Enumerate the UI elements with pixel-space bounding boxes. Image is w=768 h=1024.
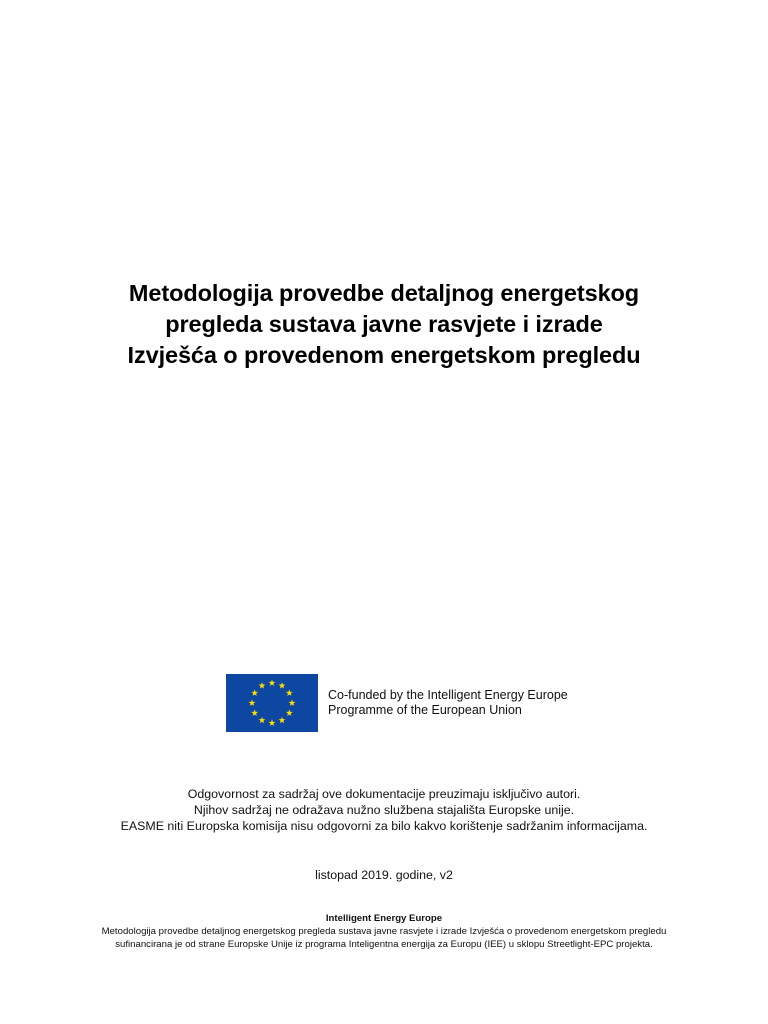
footer-line: sufinancirana je od strane Europske Unije iz programa Inteligentna energija za Europu (IEE) u sklopu Streetlight-EPC projekta. bbox=[115, 939, 653, 950]
eu-star-icon bbox=[249, 699, 256, 706]
disclaimer-line: EASME niti Europska komisija nisu odgovorni za bilo kakvo korištenje sadržanim informacijama. bbox=[120, 819, 648, 833]
eu-star-icon bbox=[269, 679, 276, 686]
eu-star-icon bbox=[286, 709, 293, 716]
eu-cofunding-line: Co-funded by the Intelligent Energy Europe bbox=[328, 688, 568, 702]
disclaimer-line: Odgovornost za sadržaj ove dokumentacije preuzimaju isključivo autori. bbox=[187, 787, 581, 801]
eu-star-icon bbox=[279, 682, 286, 689]
eu-star-icon bbox=[259, 682, 266, 689]
document-date: listopad 2019. godine, v2 bbox=[315, 868, 453, 882]
eu-cofunding-logo bbox=[226, 674, 568, 732]
eu-star-icon bbox=[251, 709, 258, 716]
title-line: Izvješća o provedenom energetskom pregledu bbox=[127, 342, 641, 368]
footer-line: Metodologija provedbe detaljnog energetskog pregleda sustava javne rasvjete i izrade Izvješća o provedenom energetskom pregledu bbox=[101, 926, 667, 937]
title-line: pregleda sustava javne rasvjete i izrade bbox=[165, 311, 603, 337]
eu-star-icon bbox=[251, 689, 258, 696]
footer-heading: Intelligent Energy Europe bbox=[325, 913, 443, 924]
eu-flag-stars bbox=[226, 674, 318, 732]
eu-cofunding-text bbox=[328, 688, 568, 718]
eu-cofunding-line: Programme of the European Union bbox=[328, 703, 522, 717]
disclaimer bbox=[40, 786, 728, 834]
document-title bbox=[60, 278, 708, 371]
eu-flag-icon bbox=[226, 674, 318, 732]
eu-star-icon bbox=[259, 717, 266, 724]
title-line: Metodologija provedbe detaljnog energetskog bbox=[128, 280, 640, 306]
eu-star-icon bbox=[269, 719, 276, 726]
footer bbox=[20, 912, 748, 951]
disclaimer-line: Njihov sadržaj ne odražava nužno službena stajališta Europske unije. bbox=[193, 803, 575, 817]
eu-star-icon bbox=[289, 699, 296, 706]
eu-star-icon bbox=[286, 689, 293, 696]
eu-star-icon bbox=[279, 717, 286, 724]
